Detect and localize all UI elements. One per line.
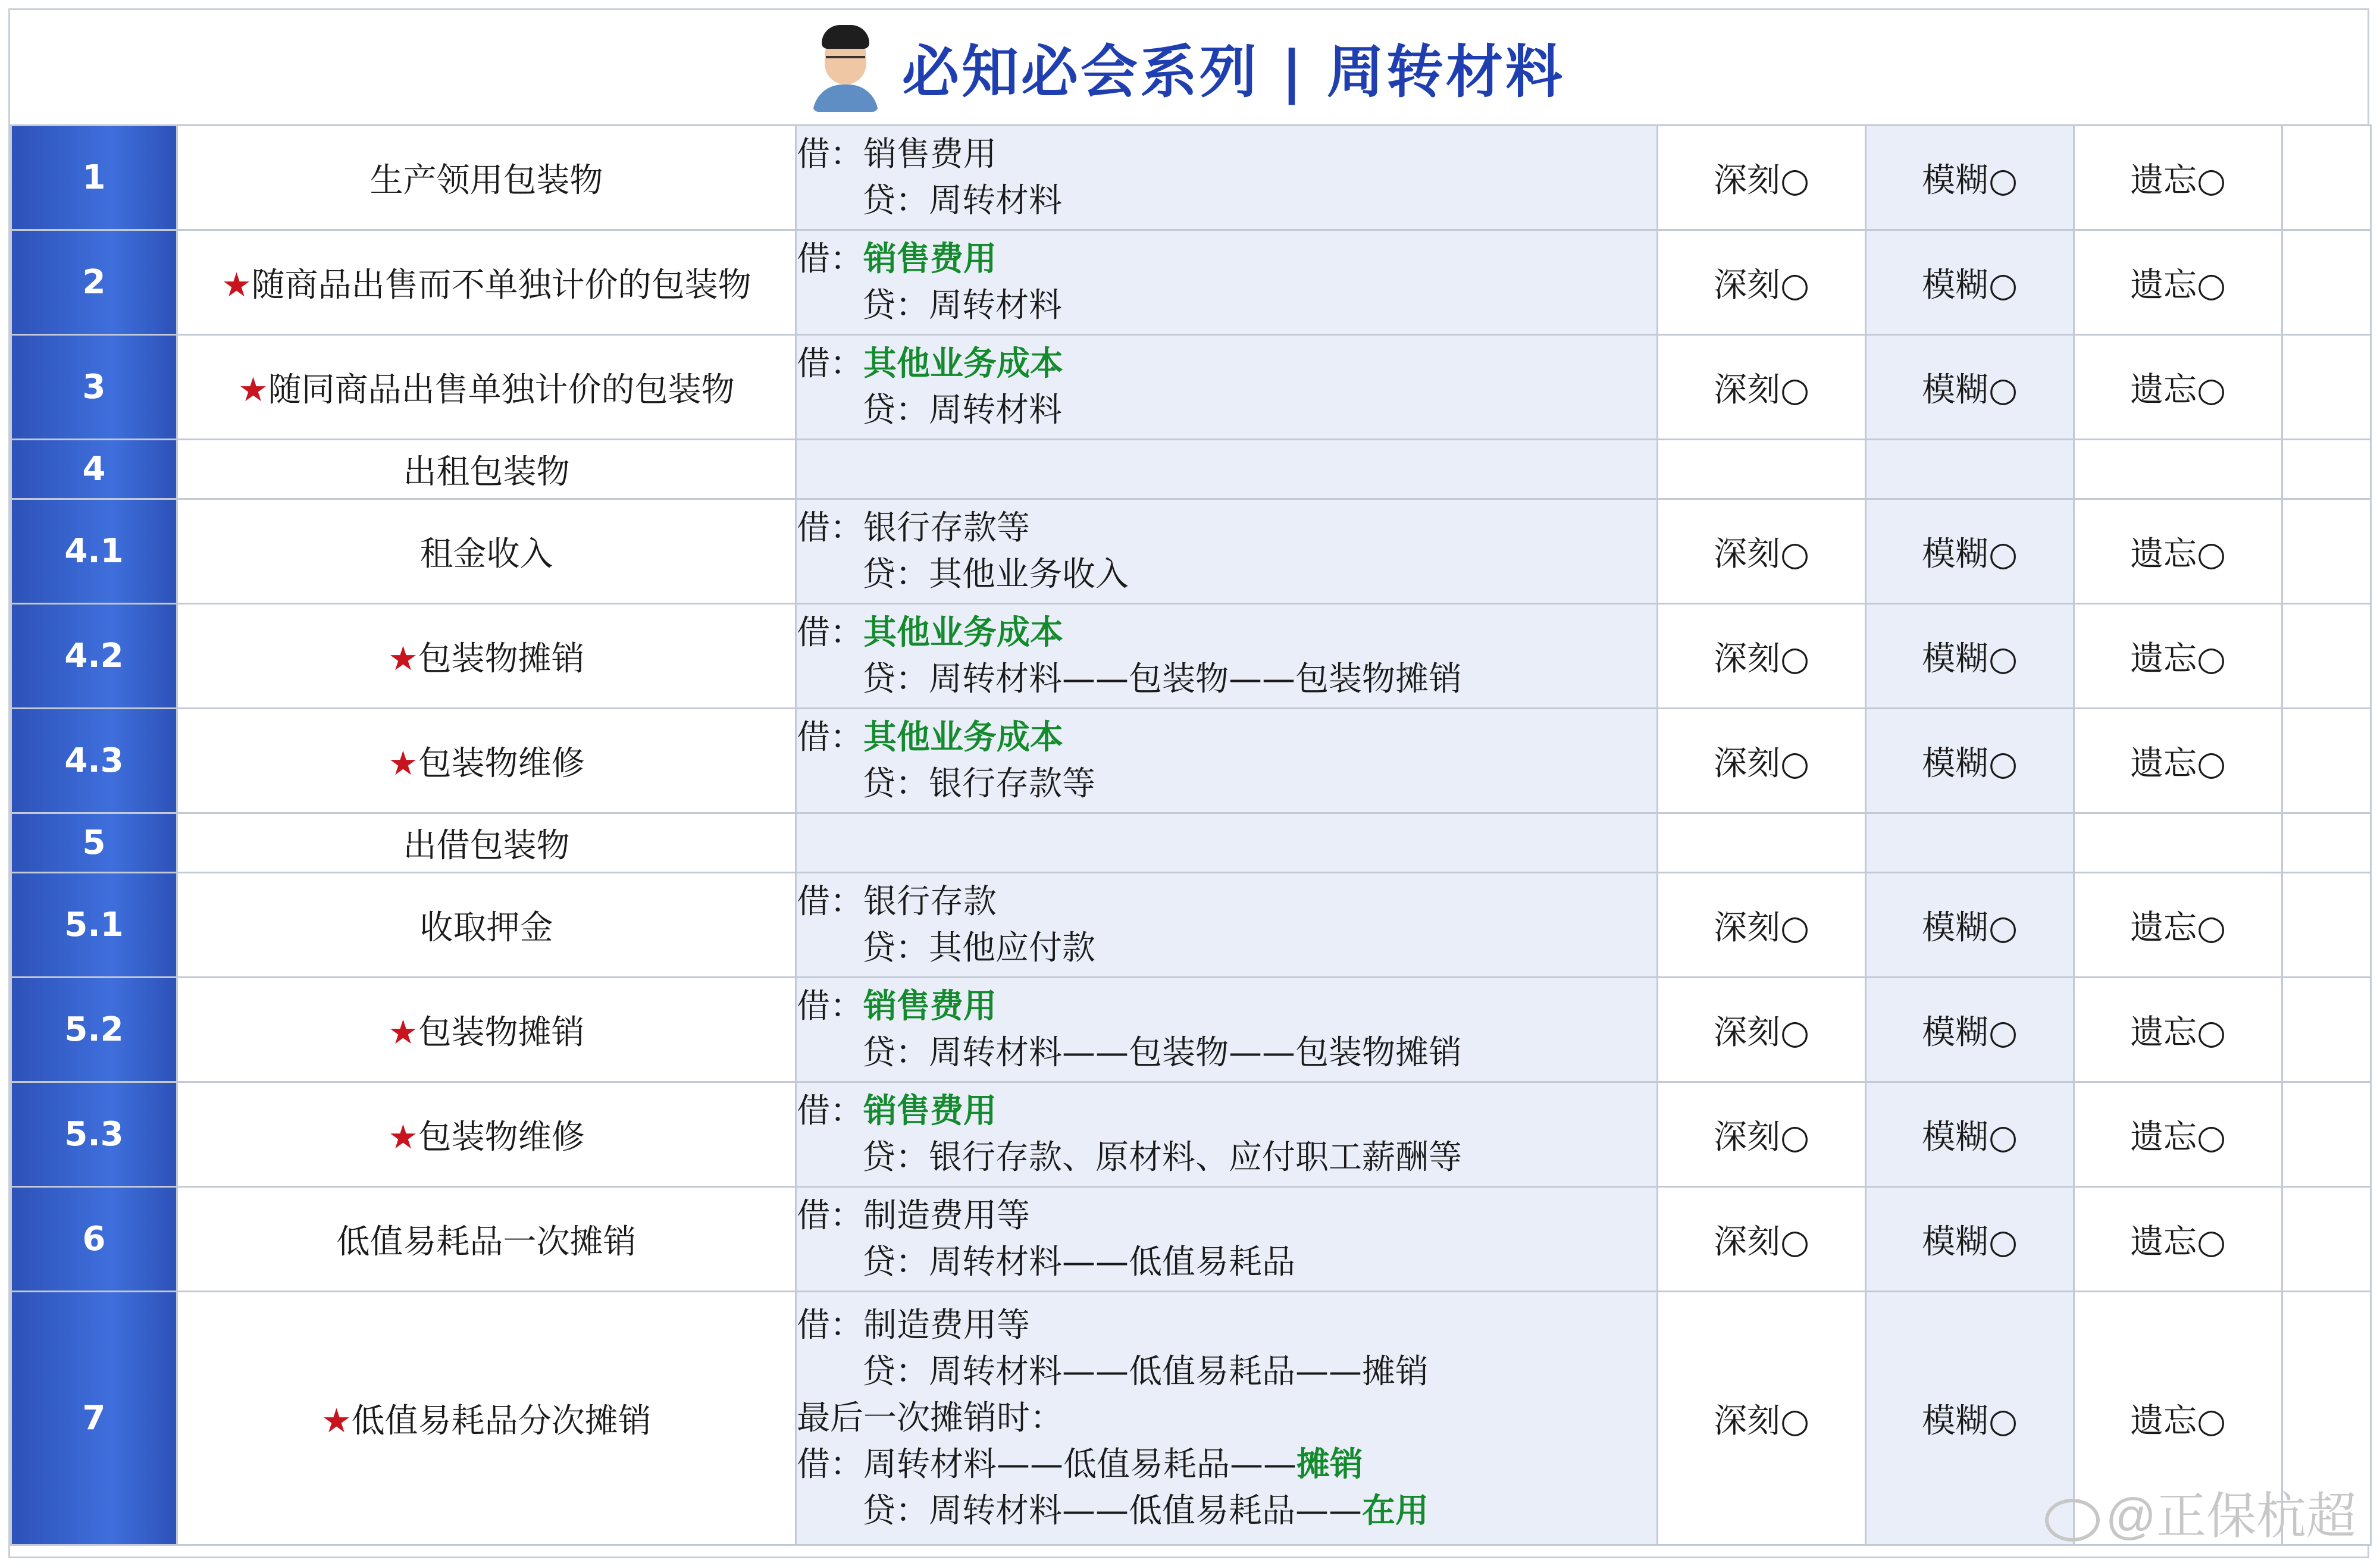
- mastery-vague[interactable]: 模糊○: [1866, 1082, 2074, 1187]
- item-name: 出租包装物: [403, 452, 570, 491]
- spacer-cell: [2282, 978, 2371, 1082]
- table-row: [11, 873, 2371, 978]
- mastery-forgot[interactable]: [2074, 813, 2282, 873]
- mastery-vague[interactable]: 模糊○: [1866, 126, 2074, 230]
- entry-prefix: 贷：: [862, 286, 929, 325]
- table-row: [11, 335, 2371, 440]
- row-number: 2: [11, 230, 177, 335]
- mastery-vague[interactable]: 模糊○: [1866, 873, 2074, 978]
- spacer-cell: [2282, 499, 2371, 604]
- mastery-deep[interactable]: 深刻○: [1658, 1187, 1866, 1292]
- entry-line: [797, 761, 1656, 807]
- entry-account: 其他业务收入: [929, 555, 1129, 594]
- mastery-vague[interactable]: 模糊○: [1866, 604, 2074, 709]
- item-name: 收取押金: [419, 908, 553, 947]
- row-number: 5.2: [11, 978, 177, 1082]
- mastery-deep[interactable]: 深刻○: [1658, 126, 1866, 230]
- mastery-vague[interactable]: 模糊○: [1866, 230, 2074, 335]
- star-icon: ★: [388, 1013, 418, 1052]
- mastery-vague[interactable]: 模糊○: [1866, 1187, 2074, 1292]
- journal-entry: [796, 873, 1658, 978]
- entry-line: [797, 1135, 1656, 1181]
- spacer-cell: [2282, 440, 2371, 499]
- mastery-forgot[interactable]: 遗忘○: [2074, 1187, 2282, 1292]
- entry-account: 周转材料: [929, 181, 1062, 220]
- mastery-forgot[interactable]: 遗忘○: [2074, 873, 2282, 978]
- entry-prefix: 贷：: [862, 1491, 929, 1530]
- mastery-deep[interactable]: 深刻○: [1658, 335, 1866, 440]
- entry-account: 周转材料——包装物——包装物摊销: [929, 1033, 1462, 1072]
- item-name: 租金收入: [419, 534, 553, 574]
- table-row: [11, 813, 2371, 873]
- journal-entry: [796, 1082, 1658, 1187]
- mastery-deep[interactable]: 深刻○: [1658, 1292, 1866, 1545]
- row-number: 1: [11, 126, 177, 230]
- entry-prefix: 贷：: [862, 390, 929, 430]
- page-title: 必知必会系列 | 周转材料: [902, 38, 1565, 105]
- entry-highlight: 销售费用: [863, 1091, 997, 1130]
- entry-prefix: 贷：: [862, 1352, 929, 1391]
- spacer-cell: [2282, 813, 2371, 873]
- entry-account: 银行存款、原材料、应付职工薪酬等: [929, 1138, 1462, 1177]
- entry-account: 周转材料——低值易耗品——摊销: [929, 1352, 1429, 1391]
- item-name: 包装物维修: [418, 744, 585, 783]
- journal-entry: [796, 813, 1658, 873]
- item-name: 低值易耗品分次摊销: [351, 1401, 652, 1440]
- row-number: 7: [11, 1292, 177, 1545]
- journal-entry: [796, 604, 1658, 709]
- star-icon: ★: [321, 1401, 352, 1440]
- entry-prefix: 借：: [797, 1091, 863, 1130]
- entry-line: [797, 1030, 1656, 1076]
- entry-line: [797, 1395, 1656, 1442]
- item-name-cell: [177, 1292, 796, 1545]
- item-name-cell: [177, 1082, 796, 1187]
- star-icon: ★: [221, 265, 252, 305]
- mastery-forgot[interactable]: 遗忘○: [2074, 335, 2282, 440]
- entry-highlight: 其他业务成本: [863, 718, 1063, 757]
- entry-line: [797, 1488, 1656, 1534]
- item-name-cell: [177, 499, 796, 604]
- entry-account: 银行存款等: [929, 764, 1095, 803]
- item-name-cell: [177, 813, 796, 873]
- table-row: [11, 709, 2371, 813]
- entry-prefix: 借：: [797, 613, 863, 652]
- mastery-vague[interactable]: 模糊○: [1866, 709, 2074, 813]
- mastery-forgot[interactable]: 遗忘○: [2074, 499, 2282, 604]
- entry-line: [797, 131, 1656, 178]
- entry-prefix: 借：: [797, 508, 863, 547]
- star-icon: ★: [388, 744, 418, 783]
- entry-prefix: 借：: [797, 1305, 863, 1345]
- item-name-cell: [177, 873, 796, 978]
- entry-prefix: 借：: [797, 882, 863, 921]
- journal-entry: [796, 709, 1658, 813]
- table-row: [11, 604, 2371, 709]
- entry-highlight: 摊销: [1297, 1445, 1363, 1484]
- item-name-cell: [177, 126, 796, 230]
- entry-prefix: 借：: [797, 239, 863, 278]
- spacer-cell: [2282, 126, 2371, 230]
- row-number: 4: [11, 440, 177, 499]
- item-name-cell: [177, 230, 796, 335]
- entry-prefix: 贷：: [862, 181, 929, 220]
- mastery-deep[interactable]: 深刻○: [1658, 604, 1866, 709]
- entry-line: [797, 341, 1656, 387]
- entry-highlight: 在用: [1362, 1491, 1429, 1530]
- entry-prefix: 贷：: [862, 1242, 929, 1282]
- mastery-deep[interactable]: [1658, 440, 1866, 499]
- star-icon: ★: [388, 639, 418, 678]
- entry-prefix: 借：: [797, 986, 863, 1026]
- item-name: 包装物摊销: [418, 1013, 585, 1052]
- entry-line: [797, 236, 1656, 283]
- item-name: 低值易耗品一次摊销: [336, 1222, 637, 1261]
- row-number: 5.3: [11, 1082, 177, 1187]
- mastery-vague[interactable]: 模糊○: [1866, 499, 2074, 604]
- journal-entry: [796, 1187, 1658, 1292]
- entry-account: 周转材料: [929, 286, 1062, 325]
- avatar: [813, 23, 878, 112]
- spacer-cell: [2282, 230, 2371, 335]
- entry-line: [797, 283, 1656, 329]
- journal-entry: [796, 126, 1658, 230]
- table-row: [11, 1292, 2371, 1545]
- entry-line: [797, 1088, 1656, 1135]
- spacer-cell: [2282, 604, 2371, 709]
- entry-line: [797, 387, 1656, 434]
- mastery-forgot[interactable]: 遗忘○: [2074, 604, 2282, 709]
- journal-entry: [796, 440, 1658, 499]
- entry-line: [797, 1239, 1656, 1286]
- journal-entry: [796, 230, 1658, 335]
- entry-line: [797, 925, 1656, 972]
- mastery-forgot[interactable]: 遗忘○: [2074, 126, 2282, 230]
- row-number: 6: [11, 1187, 177, 1292]
- entry-account: 银行存款等: [863, 508, 1030, 547]
- spacer-cell: [2282, 709, 2371, 813]
- mastery-deep[interactable]: [1658, 813, 1866, 873]
- spacer-cell: [2282, 1082, 2371, 1187]
- mastery-vague[interactable]: 模糊○: [1866, 335, 2074, 440]
- journal-entry: [796, 499, 1658, 604]
- row-number: 3: [11, 335, 177, 440]
- entry-line: [797, 1442, 1656, 1488]
- item-name-cell: [177, 335, 796, 440]
- spacer-cell: [2282, 873, 2371, 978]
- mastery-deep[interactable]: 深刻○: [1658, 1082, 1866, 1187]
- entry-account: 其他应付款: [929, 928, 1095, 967]
- weibo-icon: [2045, 1499, 2100, 1542]
- journal-entry: [796, 1292, 1658, 1545]
- spacer-cell: [2282, 1187, 2371, 1292]
- item-name: 随同商品出售单独计价的包装物: [268, 370, 735, 409]
- entry-prefix: 贷：: [862, 1138, 929, 1177]
- item-name-cell: [177, 440, 796, 499]
- entry-account: 周转材料——低值易耗品——: [863, 1445, 1297, 1484]
- mastery-forgot[interactable]: 遗忘○: [2074, 1292, 2282, 1545]
- mastery-vague[interactable]: [1866, 440, 2074, 499]
- entry-line: [797, 552, 1656, 598]
- entry-prefix: 贷：: [862, 659, 929, 699]
- watermark: @正保杭超: [2045, 1476, 2356, 1548]
- item-name-cell: [177, 709, 796, 813]
- mastery-forgot[interactable]: 遗忘○: [2074, 709, 2282, 813]
- mastery-deep[interactable]: 深刻○: [1658, 873, 1866, 978]
- table-row: [11, 978, 2371, 1082]
- entry-line: [797, 505, 1656, 552]
- table-row: [11, 1082, 2371, 1187]
- entry-prefix: 贷：: [862, 555, 929, 594]
- star-icon: ★: [388, 1117, 418, 1157]
- entry-prefix: 贷：: [862, 1033, 929, 1072]
- header: [10, 10, 2368, 124]
- entry-prefix: 借：: [797, 134, 863, 174]
- row-number: 4.2: [11, 604, 177, 709]
- star-icon: ★: [238, 370, 268, 409]
- entry-account: 周转材料: [929, 390, 1062, 430]
- row-number: 5: [11, 813, 177, 873]
- mastery-vague[interactable]: 模糊○: [1866, 1292, 2074, 1545]
- table-row: [11, 126, 2371, 230]
- item-name: 包装物摊销: [418, 639, 585, 678]
- row-number: 4.3: [11, 709, 177, 813]
- entry-account: 周转材料——低值易耗品——: [929, 1491, 1362, 1530]
- spacer-cell: [2282, 335, 2371, 440]
- table-row: [11, 499, 2371, 604]
- entry-highlight: 其他业务成本: [863, 344, 1063, 383]
- item-name-cell: [177, 604, 796, 709]
- item-name: 生产领用包装物: [369, 161, 603, 200]
- entry-line: [797, 715, 1656, 761]
- entry-line: [797, 879, 1656, 925]
- table-row: [11, 230, 2371, 335]
- entry-prefix: 借：: [797, 718, 863, 757]
- entry-line: [797, 1193, 1656, 1239]
- entry-line: [797, 984, 1656, 1030]
- entry-highlight: 销售费用: [863, 986, 997, 1026]
- entry-account: 银行存款: [863, 882, 997, 921]
- item-name: 随商品出售而不单独计价的包装物: [251, 265, 751, 305]
- entry-prefix: 贷：: [862, 928, 929, 967]
- mastery-vague[interactable]: [1866, 813, 2074, 873]
- mastery-forgot[interactable]: 遗忘○: [2074, 978, 2282, 1082]
- item-name: 出借包装物: [403, 826, 570, 865]
- entry-account: 最后一次摊销时：: [797, 1398, 1063, 1437]
- entry-prefix: 借：: [797, 344, 863, 383]
- entry-prefix: 借：: [797, 1196, 863, 1235]
- entry-prefix: 借：: [797, 1445, 863, 1484]
- entry-line: [797, 610, 1656, 656]
- entry-account: 制造费用等: [863, 1196, 1030, 1235]
- mastery-forgot[interactable]: 遗忘○: [2074, 230, 2282, 335]
- row-number: 4.1: [11, 499, 177, 604]
- mastery-vague[interactable]: 模糊○: [1866, 978, 2074, 1082]
- table-row: [11, 1187, 2371, 1292]
- entry-line: [797, 1349, 1656, 1395]
- item-name-cell: [177, 1187, 796, 1292]
- mastery-deep[interactable]: 深刻○: [1658, 499, 1866, 604]
- journal-entry: [796, 335, 1658, 440]
- mastery-deep[interactable]: 深刻○: [1658, 978, 1866, 1082]
- entry-line: [797, 656, 1656, 703]
- row-number: 5.1: [11, 873, 177, 978]
- item-name-cell: [177, 978, 796, 1082]
- entry-prefix: 贷：: [862, 764, 929, 803]
- entry-line: [797, 178, 1656, 224]
- entry-account: 销售费用: [863, 134, 997, 174]
- mastery-deep[interactable]: 深刻○: [1658, 709, 1866, 813]
- mastery-forgot[interactable]: 遗忘○: [2074, 1082, 2282, 1187]
- entry-highlight: 其他业务成本: [863, 613, 1063, 652]
- entry-account: 制造费用等: [863, 1305, 1030, 1345]
- entry-highlight: 销售费用: [863, 239, 997, 278]
- entries-table: [10, 124, 2372, 1546]
- mastery-deep[interactable]: 深刻○: [1658, 230, 1866, 335]
- item-name: 包装物维修: [418, 1117, 585, 1157]
- entry-line: [797, 1302, 1656, 1349]
- table-row: [11, 440, 2371, 499]
- entry-account: 周转材料——包装物——包装物摊销: [929, 659, 1462, 699]
- journal-entry: [796, 978, 1658, 1082]
- entry-account: 周转材料——低值易耗品: [929, 1242, 1295, 1282]
- mastery-forgot[interactable]: [2074, 440, 2282, 499]
